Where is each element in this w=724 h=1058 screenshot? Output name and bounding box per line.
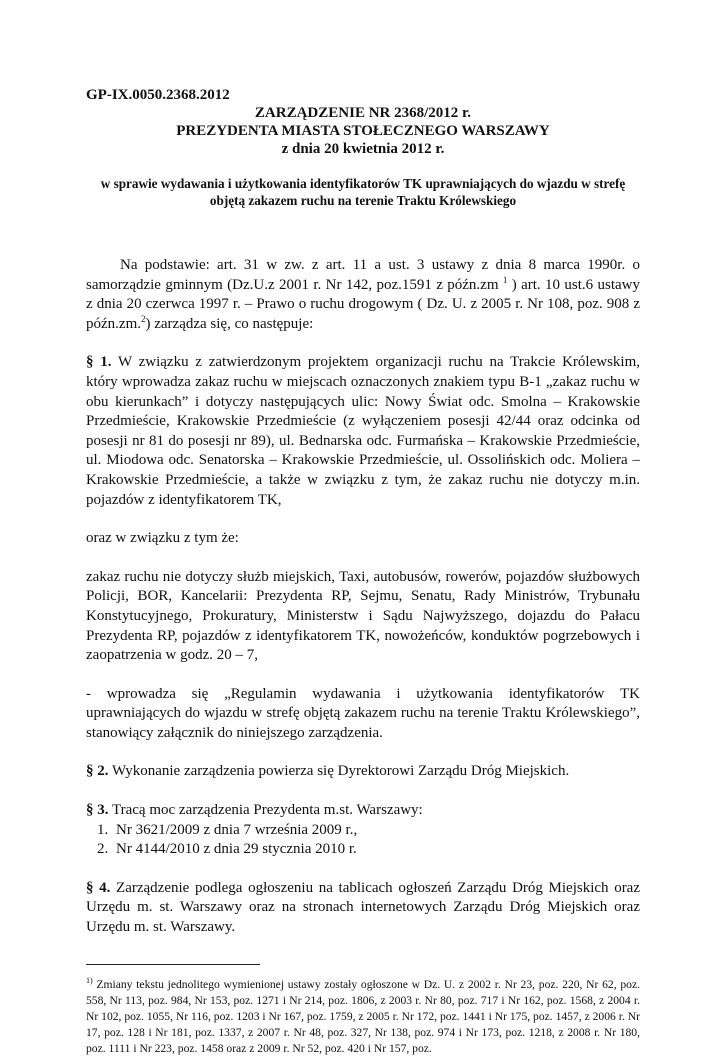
legal-basis-text-b: ) art. 10 ust.6 ustawy z dnia 20 czerwca 1997 r. – Prawo o ruchu drogowym ( Dz. U. z 2005 r. Nr 108, poz. 908 z późn.zm. <box>86 276 640 332</box>
footnote-marker: 1) <box>86 975 93 985</box>
section-1-regulation: - wprowadza się „Regulamin wydawania i użytkowania identyfikatorów TK uprawniających do wjazdu w strefę objętą zakazem ruchu na terenie Traktu Królewskiego”, stanowiący załącznik do niniejszego zarządzenia. <box>86 685 640 741</box>
section-4-text: Zarządzenie podlega ogłoszeniu na tablicach ogłoszeń Zarządu Dróg Miejskich oraz Urzędu m. st. Warszawy oraz na stronach internetowych Zarządu Dróg Miejskich oraz Urzędu m. st. Warszawy. <box>86 879 640 936</box>
footnote-text: Zmiany tekstu jednolitego wymienionej ustawy zostały ogłoszone w Dz. U. z 2002 r. Nr 23, poz. 220, Nr 62, poz. 558, Nr 113, poz. 984, Nr 153, poz. 1271 i Nr 214, poz. 1806, z 2003 r. Nr 80, poz. 717 i Nr 162, poz. 1568, z 2004 r. Nr 102, poz. 1055, Nr 116, poz. 1203 i Nr 167, poz. 1759, z 2005 r. Nr 172, poz. 1441 i Nr 175, poz. 1457, z 2006 r. Nr 17, poz. 128 i Nr 181, poz. 1337, z 2007 r. Nr 48, poz. 327, Nr 138, poz. 974 i Nr 173, poz. 1218, z 2008 r. Nr 180, poz. 1111 i Nr 223, poz. 1458 oraz z 2009 r. Nr 52, poz. 420 i Nr 157, poz. <box>86 977 640 1056</box>
legal-basis-text-a: Na podstawie: art. 31 w zw. z art. 11 a ust. 3 ustawy z dnia 8 marca 1990r. o samorządzie gminnym (Dz.U.z 2001 r. Nr 142, poz.1591 z późn.zm <box>86 257 640 293</box>
list-item: 1. Nr 3621/2009 z dnia 7 września 2009 r., <box>112 821 640 841</box>
section-1-text: W związku z zatwierdzonym projektem organizacji ruchu na Trakcie Królewskim, który wprowadza zakaz ruchu w miejscach oznaczonych znakiem typu B-1 „zakaz ruchu w obu kierunkach” i dotyczy następujących ulic: Nowy Świat odc. Smolna – Krakowskie Przedmieście, Krakowskie Przedmieście (z wyłączeniem posesji 42/44 oraz odcinka od posesji nr 81 do posesji nr 89), ul. Bednarska odc. Furmańska – Krakowskie Przedmieście, ul. Miodowa odc. Senatorska – Krakowskie Przedmieście, ul. Ossolińskich odc. Moliera – Krakowskie Przedmieście, a także w związku z tym, że zakaz ruchu nie dotyczy m.in. pojazdów z identyfikatorem TK, <box>86 354 640 508</box>
section-2-text: Wykonanie zarządzenia powierza się Dyrektorowi Zarządu Dróg Miejskich. <box>108 763 570 780</box>
list-item: 2. Nr 4144/2010 z dnia 29 stycznia 2010 r. <box>112 840 640 860</box>
document-page <box>86 86 640 1058</box>
section-2-paragraph <box>86 762 640 782</box>
section-1-exemptions: zakaz ruchu nie dotyczy służb miejskich, Taxi, autobusów, rowerów, pojazdów służbowych Policji, BOR, Kancelarii: Prezydenta RP, Sejmu, Senatu, Rady Ministrów, Trybunału Konstytucyjnego, Prokuratury, Ministerstw i Sądu Najwyższego, dojazdu do Pałacu Prezydenta RP, pojazdów z identyfikatorem TK, nowożeńców, konduktów pogrzebowych i zaopatrzenia w godz. 20 – 7, <box>86 568 640 664</box>
footnote-divider <box>86 964 260 965</box>
section-3-paragraph <box>86 801 640 821</box>
legal-basis-text-c: ) zarządza się, co następuje: <box>145 315 314 332</box>
case-number: GP-IX.0050.2368.2012 <box>86 87 230 103</box>
document-title <box>86 104 640 158</box>
title-issuer: PREZYDENTA MIASTA STOŁECZNEGO WARSZAWY <box>176 123 550 139</box>
footnote-ref-1: 1 <box>502 274 508 285</box>
section-3-label: § 3. <box>86 802 109 819</box>
footnote-1 <box>86 977 640 1058</box>
section-1-paragraph <box>86 353 640 510</box>
legal-basis-paragraph <box>86 256 640 334</box>
document-subject: w sprawie wydawania i użytkowania identyfikatorów TK uprawniających do wjazdu w strefę objętą zakazem ruchu na terenie Traktu Królewskiego <box>100 176 626 208</box>
section-3-text: Tracą moc zarządzenia Prezydenta m.st. Warszawy: <box>108 802 423 819</box>
section-1-and-line: oraz w związku z tym że: <box>86 530 239 547</box>
section-4-paragraph <box>86 879 640 938</box>
section-4-label: § 4. <box>86 879 111 896</box>
repealed-ordinances-list <box>86 821 640 860</box>
title-date: z dnia 20 kwietnia 2012 r. <box>281 141 445 157</box>
section-1-label: § 1. <box>86 354 112 371</box>
section-2-label: § 2. <box>86 763 109 780</box>
title-ordinance-number: ZARZĄDZENIE NR 2368/2012 r. <box>254 105 472 121</box>
footnote-ref-2: 2 <box>140 313 146 324</box>
